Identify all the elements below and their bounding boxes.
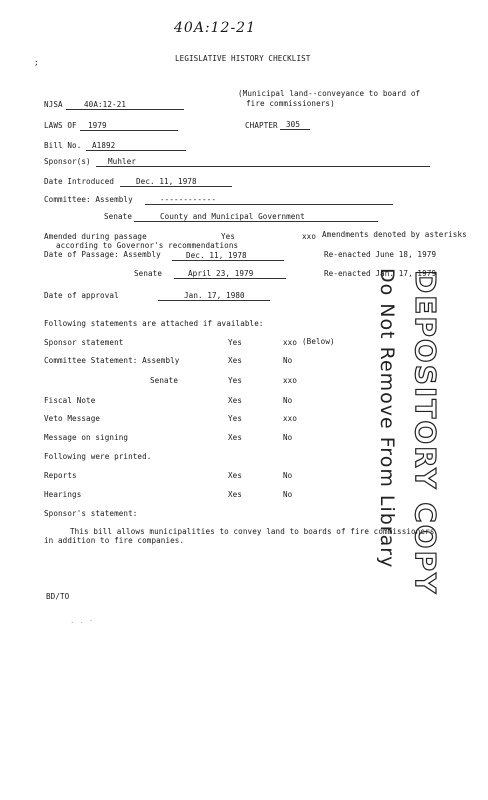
depository-stamp: DEPOSITORY COPY [409, 270, 442, 596]
laws-value: 1979 [88, 121, 107, 130]
reenacted-1: Re-enacted June 18, 1979 [324, 250, 437, 259]
row-yes: Yes [228, 414, 243, 423]
bill-label: Bill No. [44, 141, 82, 150]
approval-underline [158, 300, 270, 301]
row-label: Sponsor statement [44, 338, 124, 347]
printed-row-no: No [283, 471, 293, 480]
reenacted-2: Re-enacted Jan. 17, 1979 [324, 269, 437, 278]
row-label: Message on signing [44, 433, 129, 442]
row-label: Senate [150, 376, 179, 385]
committee-assembly-value: ------------ [160, 195, 217, 204]
footer-mark: BD/TO [46, 592, 70, 601]
scan-specks: . . · [70, 616, 94, 625]
approval-label: Date of approval [44, 291, 119, 300]
statement-line-1: This bill allows municipalities to convey land to boards of fire commissioners [70, 527, 435, 536]
depository-stamp-note: Do Not Remove From Library [376, 268, 398, 569]
bill-value: A1892 [92, 141, 116, 150]
passage-label: Date of Passage: Assembly [44, 250, 161, 259]
sponsor-value: Muhler [108, 157, 137, 166]
attached-heading: Following statements are attached if available: [44, 319, 264, 328]
committee-label: Committee: Assembly [44, 195, 133, 204]
approval-value: Jan. 17, 1980 [184, 291, 245, 300]
njsa-label: NJSA [44, 100, 63, 109]
handwritten-doc-number: 40A:12-21 [174, 20, 257, 36]
row-yes: Xes [228, 433, 243, 442]
passage-senate-label: Senate [134, 269, 163, 278]
row-no: No [283, 396, 293, 405]
njsa-value: 40A:12-21 [84, 100, 127, 109]
date-introduced-underline [120, 186, 232, 187]
printed-row-yes: Xes [228, 471, 243, 480]
row-yes: Xes [228, 356, 243, 365]
njsa-underline [66, 109, 184, 110]
committee-senate-value: County and Municipal Government [160, 212, 305, 221]
chapter-underline [280, 129, 310, 130]
date-introduced-label: Date Introduced [44, 177, 115, 186]
printed-row-label: Reports [44, 471, 77, 480]
sponsor-statement-heading: Sponsor's statement: [44, 509, 138, 518]
sponsor-underline [96, 166, 430, 167]
printed-row-yes: Xes [228, 490, 243, 499]
page-title: LEGISLATIVE HISTORY CHECKLIST [175, 54, 311, 63]
printed-heading: Following were printed. [44, 452, 152, 461]
amendments-note: Amendments denoted by asterisks [322, 230, 467, 239]
governor-note: according to Governor's recommendations [56, 241, 239, 250]
committee-assembly-underline [145, 204, 393, 205]
row-yes: Yes [228, 338, 243, 347]
row-no: xxo [283, 376, 298, 385]
passage-assembly-underline [172, 260, 284, 261]
subject-line-1: (Municipal land--conveyance to board of [238, 89, 421, 98]
row-label: Committee Statement: Assembly [44, 356, 180, 365]
date-introduced-value: Dec. 11, 1978 [136, 177, 197, 186]
row-no: No [283, 356, 293, 365]
row-extra: (Below) [302, 337, 335, 346]
subject-line-2: fire commissioners) [246, 99, 335, 108]
row-no: xxo [283, 338, 298, 347]
row-label: Veto Message [44, 414, 101, 423]
committee-senate-underline [134, 221, 378, 222]
row-label: Fiscal Note [44, 396, 96, 405]
committee-senate-label: Senate [104, 212, 133, 221]
bill-underline [86, 150, 186, 151]
bullet-mark: ; [34, 58, 39, 67]
laws-underline [80, 130, 178, 131]
row-yes: Xes [228, 396, 243, 405]
amended-yes: Yes [221, 232, 236, 241]
passage-assembly-value: Dec. 11, 1978 [186, 251, 247, 260]
chapter-value: 305 [286, 120, 301, 129]
row-yes: Yes [228, 376, 243, 385]
printed-row-label: Hearings [44, 490, 82, 499]
sponsor-label: Sponsor(s) [44, 157, 91, 166]
passage-senate-underline [174, 278, 286, 279]
row-no: xxo [283, 414, 298, 423]
laws-label: LAWS OF [44, 121, 77, 130]
chapter-label: CHAPTER [245, 121, 278, 130]
amended-label: Amended during passage [44, 232, 147, 241]
amended-no: xxo [302, 232, 317, 241]
statement-line-2: in addition to fire companies. [44, 536, 185, 545]
passage-senate-value: April 23, 1979 [188, 269, 254, 278]
printed-row-no: No [283, 490, 293, 499]
row-no: No [283, 433, 293, 442]
